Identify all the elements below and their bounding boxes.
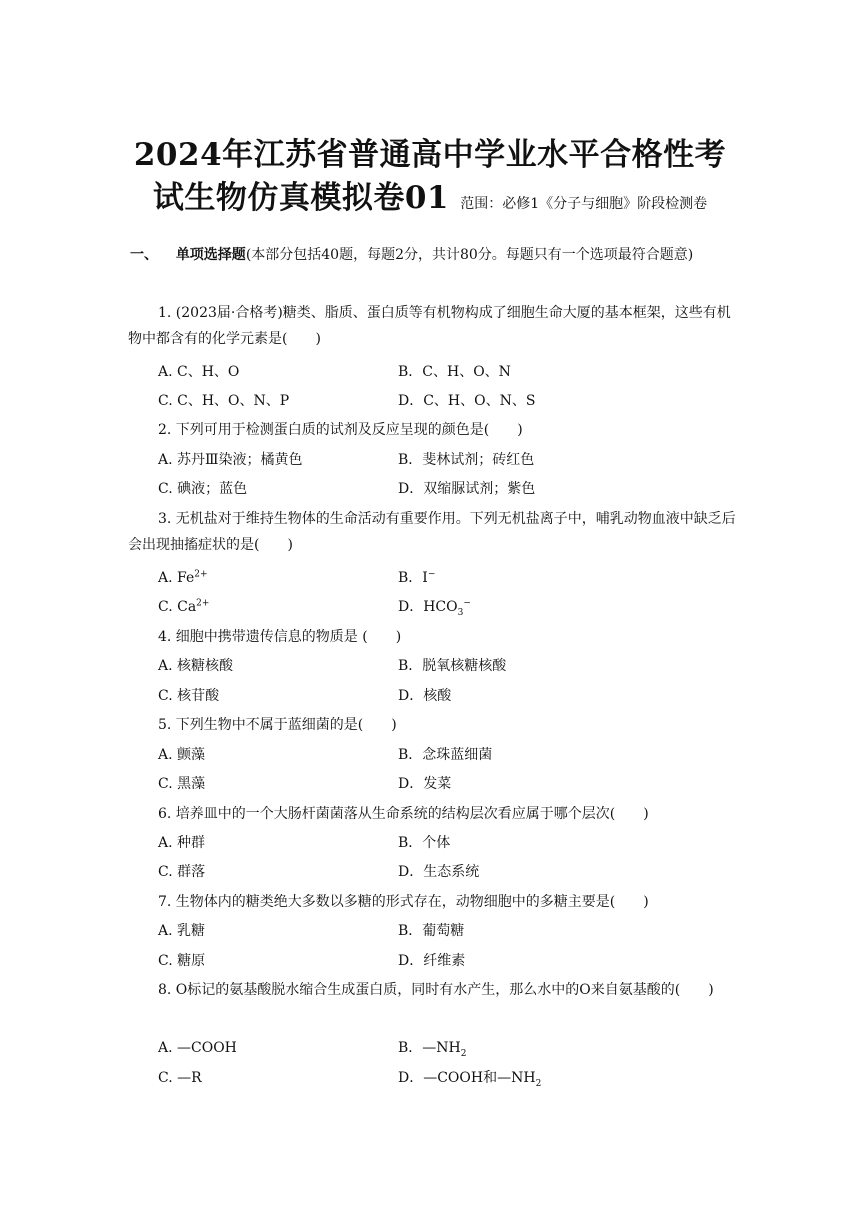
question-stem: 6. 培养皿中的一个大肠杆菌菌落从生命系统的结构层次看应属于哪个层次( )	[158, 806, 649, 822]
question-stem: 2. 下列可用于检测蛋白质的试剂及反应呈现的颜色是( )	[158, 422, 523, 438]
option-b: B．念珠蓝细菌	[398, 747, 493, 763]
question-stem: 5. 下列生物中不属于蓝细菌的是( )	[158, 717, 397, 733]
option-d: D．生态系统	[398, 864, 480, 880]
question-stem: 7. 生物体内的糖类绝大多数以多糖的形式存在，动物细胞中的多糖主要是( )	[158, 894, 649, 910]
option-a: A. 苏丹Ⅲ染液；橘黄色	[158, 452, 303, 468]
option-b: B．脱氧核糖核酸	[398, 658, 507, 674]
option-c: C. 糖原	[158, 953, 206, 969]
option-d: D．核酸	[398, 688, 452, 704]
option-text: A. Fe	[158, 570, 195, 586]
exam-scope: 范围：必修1《分子与细胞》阶段检测卷	[460, 196, 708, 212]
question-stem: 3. 无机盐对于维持生物体的生命活动有重要作用。下列无机盐离子中，哺乳动物血液中缺乏后会出现抽搐症状的是( )	[128, 511, 736, 553]
option-b: B．斐林试剂；砖红色	[398, 452, 535, 468]
section-note: (本部分包括40题，每题2分，共计80分。每题只有一个选项最符合题意)	[245, 247, 694, 263]
option-d: D．纤维素	[398, 953, 466, 969]
option-c: C. —R	[158, 1070, 202, 1086]
section-heading: 单项选择题	[175, 247, 246, 263]
option-c: C. C、H、O、N、P	[158, 393, 290, 409]
formula-subscript: 2	[460, 1048, 467, 1059]
option-text: B．I	[398, 570, 428, 586]
option-c: C. 黑藻	[158, 776, 206, 792]
exam-title-text: 试生物仿真模拟卷01	[152, 180, 449, 216]
option-text: B．—NH	[398, 1040, 461, 1056]
option-d: D．发菜	[398, 776, 452, 792]
option-c: C. 群落	[158, 864, 206, 880]
option-a: A. 颤藻	[158, 747, 206, 763]
question-stem: 1. (2023届·合格考)糖类、脂质、蛋白质等有机物构成了细胞生命大厦的基本框架，这些有机物中都含有的化学元素是( )	[128, 305, 731, 347]
ion-charge: 2+	[194, 569, 208, 580]
option-text: D．—COOH和—NH	[398, 1070, 536, 1086]
option-text: C. Ca	[158, 599, 197, 615]
option-text: D．HCO	[398, 599, 458, 615]
option-c	[158, 597, 209, 617]
option-b: B．个体	[398, 835, 451, 851]
option-d: D．双缩脲试剂；紫色	[398, 481, 536, 497]
option-a: A. C、H、O	[158, 364, 240, 380]
option-b: B．C、H、O、N	[398, 364, 511, 380]
option-c: C. 核苷酸	[158, 688, 220, 704]
exam-title-line2	[0, 178, 860, 224]
section-header	[130, 242, 740, 268]
ion-charge: 2+	[196, 598, 210, 609]
question-stem: 4. 细胞中携带遗传信息的物质是 ( )	[158, 629, 402, 645]
option-c: C. 碘液；蓝色	[158, 481, 248, 497]
option-d	[398, 1068, 541, 1088]
option-a: A. 核糖核酸	[158, 658, 234, 674]
option-a	[158, 568, 208, 588]
option-b	[398, 568, 435, 588]
ion-charge: −	[463, 598, 471, 609]
option-a: A. —COOH	[158, 1040, 237, 1056]
option-b: B．葡萄糖	[398, 923, 465, 939]
section-number: 一、	[130, 247, 158, 263]
option-a: A. 乳糖	[158, 923, 206, 939]
exam-title-line1: 2024年江苏省普通高中学业水平合格性考	[133, 137, 727, 173]
question-stem: 8. O标记的氨基酸脱水缩合生成蛋白质，同时有水产生，那么水中的O来自氨基酸的( )	[158, 982, 714, 998]
option-b	[398, 1038, 466, 1058]
ion-subscript: 3	[457, 607, 464, 618]
formula-subscript: 2	[535, 1078, 542, 1089]
ion-charge: −	[427, 569, 436, 580]
option-a: A. 种群	[158, 835, 206, 851]
option-d	[398, 597, 471, 617]
option-d: D．C、H、O、N、S	[398, 393, 536, 409]
